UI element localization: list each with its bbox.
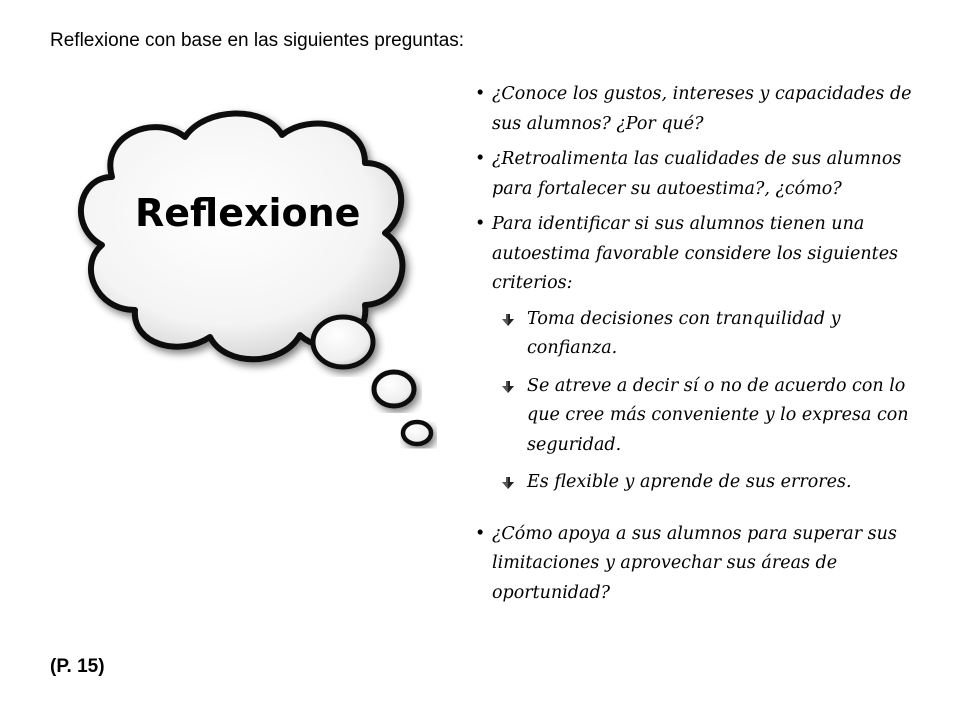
bullet: •	[475, 214, 486, 234]
criteria-text: Se atreve a decir sí o no de acuerdo con lo que cree más conveniente y lo expresa con seguridad.	[527, 375, 909, 455]
cloud-label: Reflexione	[135, 191, 361, 235]
list-item	[472, 210, 917, 299]
page-reference: (P. 15)	[50, 656, 105, 677]
slide-heading: Reflexione con base en las siguientes preguntas:	[50, 30, 465, 51]
arrow-bullet-icon	[500, 314, 515, 326]
criteria-item	[472, 468, 917, 498]
criteria-item	[472, 372, 917, 461]
thought-bubble	[60, 95, 460, 465]
arrow-bullet-icon	[500, 381, 515, 393]
list-item	[472, 145, 917, 204]
bullet: •	[475, 523, 486, 544]
thought-bubble-icon	[60, 95, 460, 465]
list-item	[472, 520, 917, 609]
list-item	[472, 80, 917, 139]
questions-list	[472, 80, 917, 614]
question-text: ¿Retroalimenta las cualidades de sus alumnos para fortalecer su autoestima?, ¿cómo?	[492, 149, 902, 199]
criteria-text: Toma decisiones con tranquilidad y confianza.	[527, 308, 841, 358]
question-text: ¿Cómo apoya a sus alumnos para superar sus limitaciones y aprovechar sus áreas de oportunidad?	[492, 523, 897, 603]
criteria-item	[472, 305, 917, 364]
arrow-bullet-icon	[500, 477, 515, 489]
bullet: •	[475, 84, 486, 104]
criteria-text: Es flexible y aprende de sus errores.	[527, 472, 852, 492]
question-text: Para identificar si sus alumnos tienen una autoestima favorable considere los siguientes criterios:	[492, 214, 899, 293]
question-text: ¿Conoce los gustos, intereses y capacidades de sus alumnos? ¿Por qué?	[492, 84, 912, 134]
bullet: •	[475, 149, 486, 169]
